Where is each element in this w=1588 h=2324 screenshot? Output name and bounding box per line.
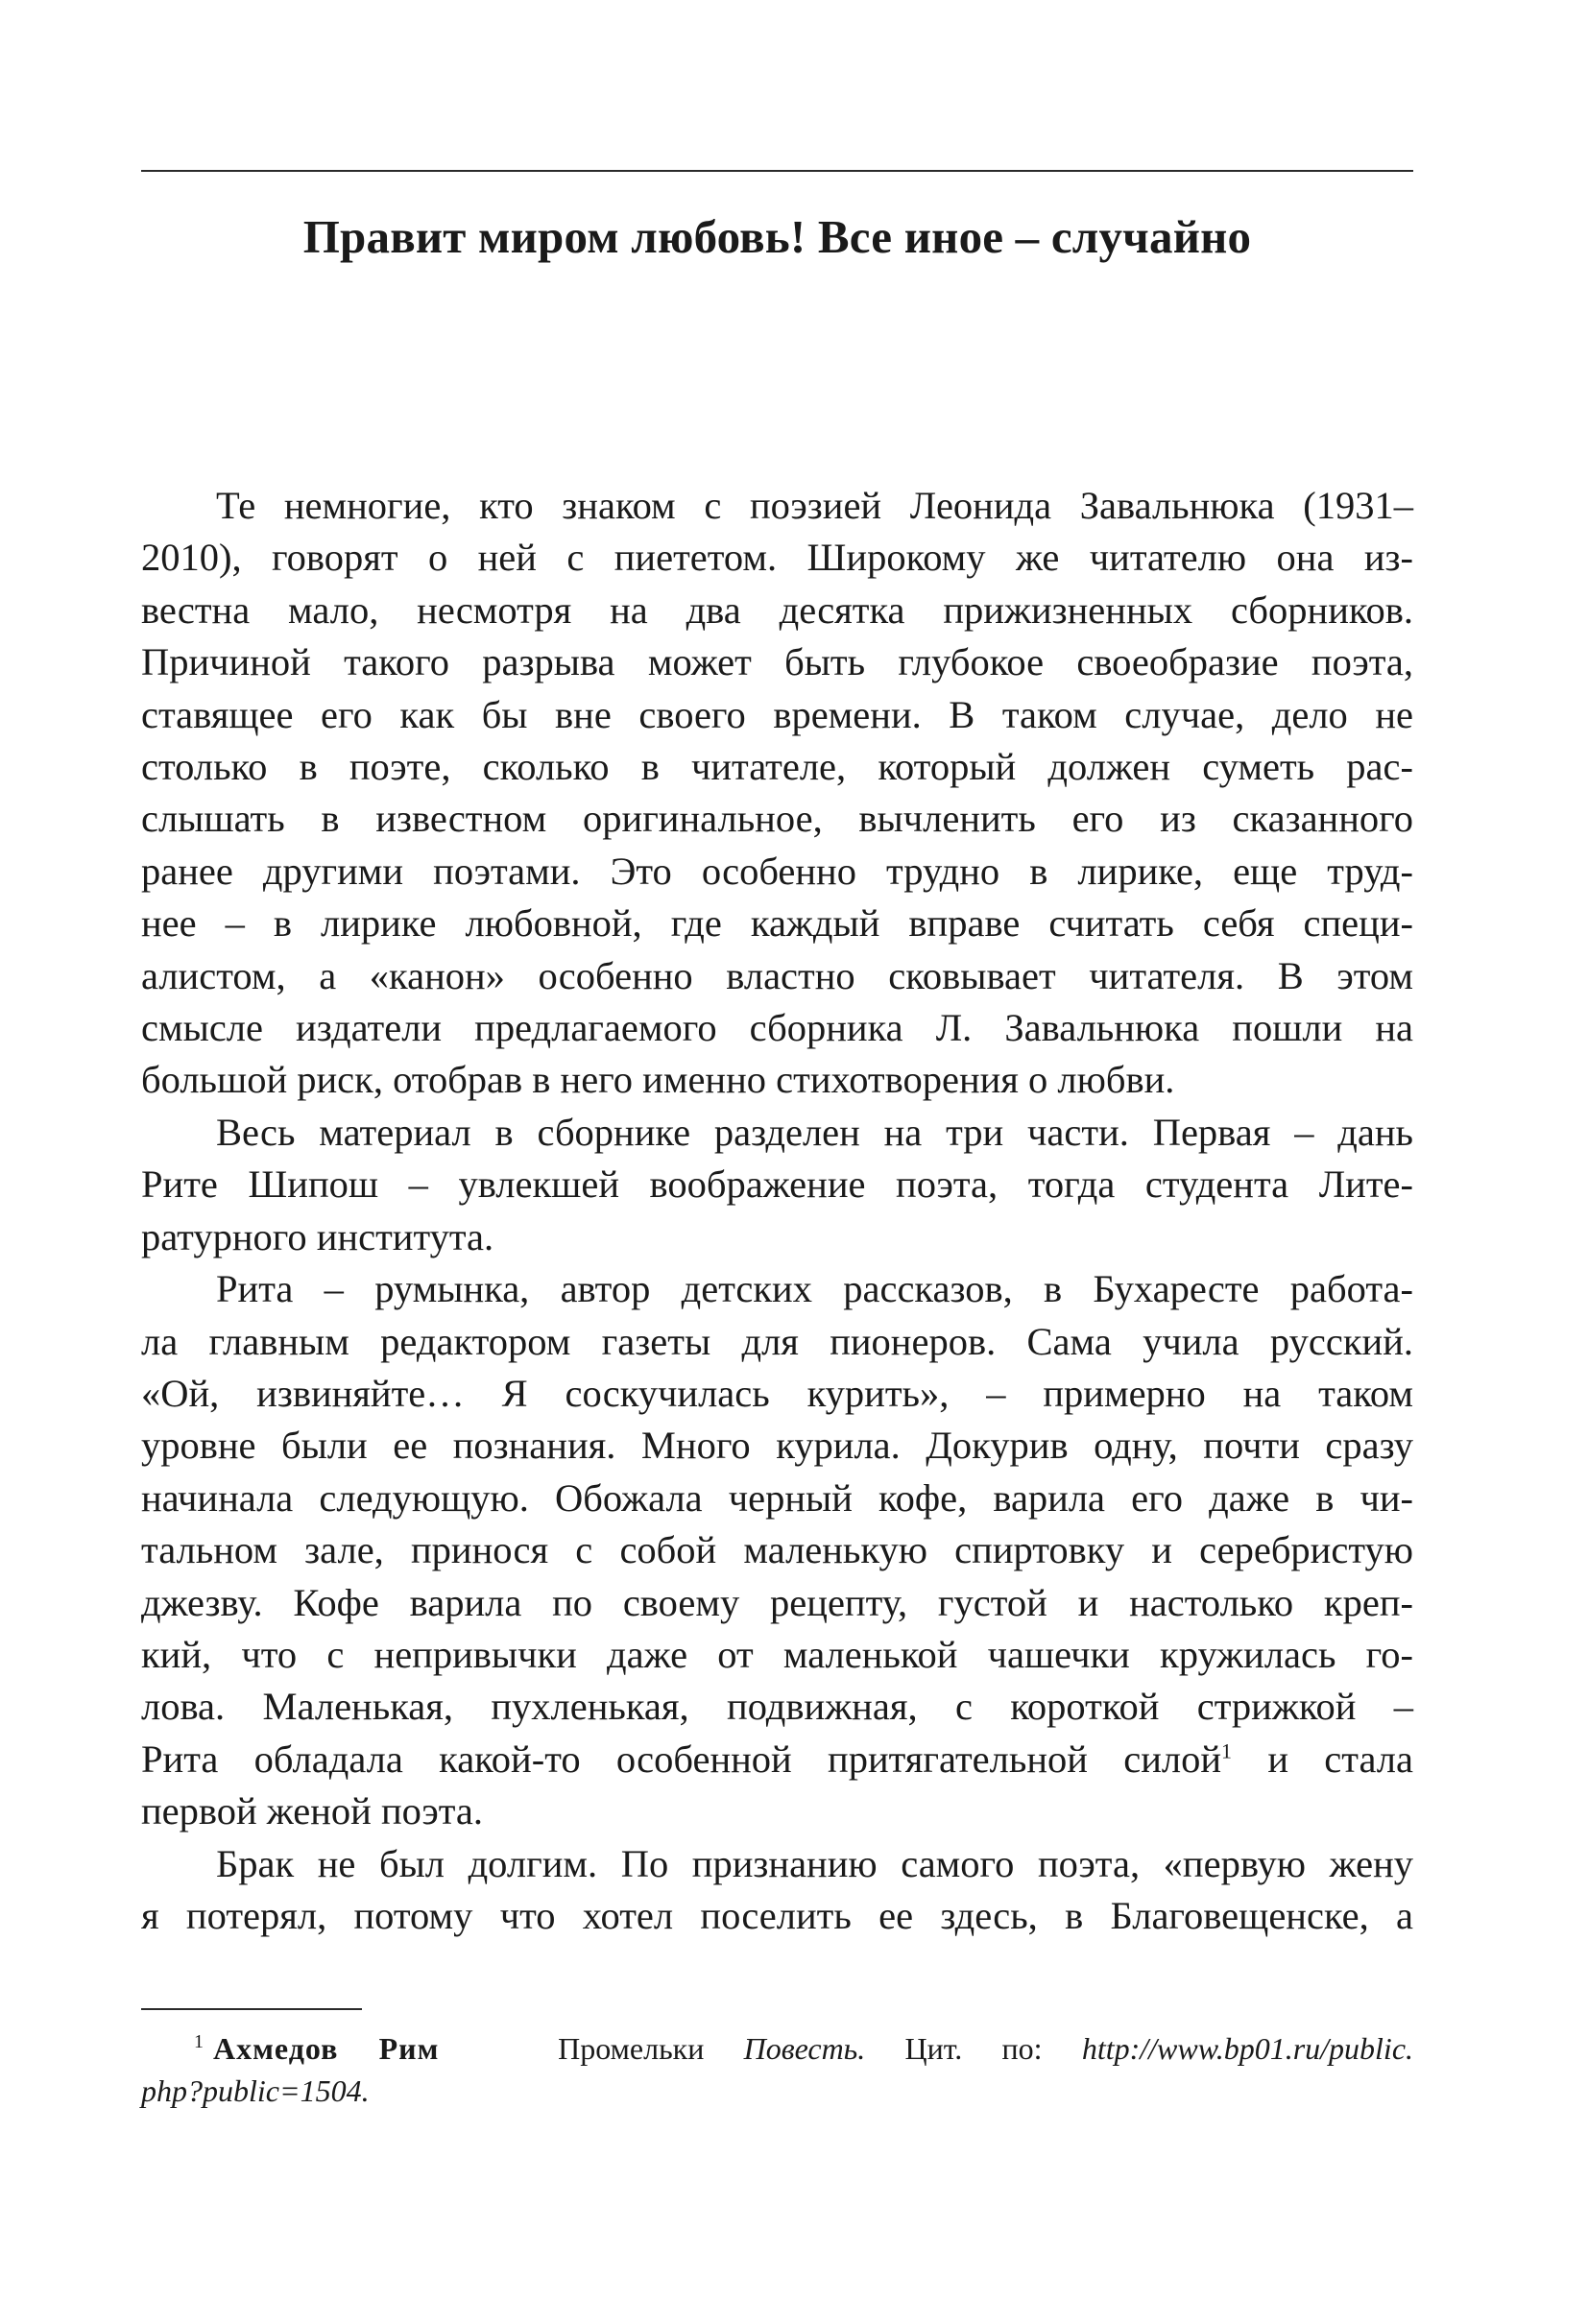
text-fragment: и стала [1232,1737,1413,1781]
text-line: джезву. Кофе варила по своему рецепту, густой и настолько креп- [141,1580,1413,1624]
text-line: ранее другими поэтами. Это особенно трудно в лирике, еще труд- [141,849,1413,893]
footnote-reference[interactable]: 1 [1221,1738,1233,1763]
text-line-with-footnote-ref [141,1734,1413,1785]
text-line: кий, что с непривычки даже от маленькой чашечки кружилась го- [141,1632,1413,1676]
text-line: я потерял, потому что хотел поселить ее здесь, в Благовещенске, а [141,1893,1413,1937]
text-line: Причиной такого разрыва может быть глубокое своеобразие поэта, [141,640,1413,684]
footnote-number: 1 [194,2031,204,2053]
text-line: лова. Маленькая, пухленькая, подвижная, с короткой стрижкой – [141,1685,1413,1729]
text-line: «Ой, извиняйте… Я соскучилась курить», – примерно на таком [141,1371,1413,1415]
body-text [141,480,1413,1942]
text-line: смысле издатели предлагаемого сборника Л. Завальнюка пошли на [141,1006,1413,1050]
footnote-cite-prefix: Цит. по: [904,2031,1043,2066]
text-line: Брак не был долгим. По признанию самого поэта, «первую жену [216,1841,1413,1885]
text-line: алистом, а «канон» особенно властно сковывает читателя. В этом [141,953,1413,997]
footnote-separator [141,2008,362,2010]
paragraph-4 [141,1838,1413,1943]
paragraph-3 [141,1263,1413,1837]
footnote-url-continued[interactable]: php?public=1504. [141,2073,370,2108]
text-fragment: Рита обладала какой-то особенной притягательной силой [141,1737,1222,1781]
text-line: большой риск, отобрав в него именно стихотворения о любви. [141,1058,1175,1102]
text-line: первой женой поэта. [141,1789,484,1833]
chapter-title: Правит миром любовь! Все иное – случайно [302,210,1252,263]
text-line: ставящее его как бы вне своего времени. В таком случае, дело не [141,692,1413,736]
paragraph-1 [141,480,1413,1107]
text-line: ла главным редактором газеты для пионеров. Сама учила русский. [141,1319,1413,1363]
footnote-line [141,2070,1413,2112]
text-line: Те немногие, кто знаком с поэзией Леонида Завальнюка (1931– [216,484,1413,527]
text-line: Рите Шипош – увлекшей воображение поэта, тогда студента Лите- [141,1162,1413,1207]
text-line: 2010), говорят о ней с пиететом. Широкому же читателю она из- [141,536,1413,580]
text-line: ратурного института. [141,1214,494,1258]
header-rule [141,170,1413,172]
text-line: слышать в известном оригинальное, вычленить его из сказанного [141,797,1413,841]
text-line: тальном зале, принося с собой маленькую спиртовку и серебристую [141,1528,1413,1572]
text-line: Рита – румынка, автор детских рассказов, в Бухаресте работа- [216,1267,1413,1311]
text-line: нее – в лирике любовной, где каждый вправе считать себя специ- [141,901,1413,946]
footnote-genre: Повесть. [743,2031,866,2066]
text-line: вестна мало, несмотря на два десятка прижизненных сборников. [141,587,1413,632]
footnote-url[interactable]: http://www.bp01.ru/public. [1081,2031,1414,2066]
text-line: Весь материал в сборнике разделен на три части. Первая – дань [216,1110,1413,1154]
footnote-line [141,2027,1413,2070]
paragraph-2 [141,1107,1413,1263]
text-line: уровне были ее познания. Много курила. Докурив одну, почти сразу [141,1424,1413,1468]
footnote-author: Ахмедов Рим [213,2031,440,2066]
text-line: начинала следующую. Обожала черный кофе, варила его даже в чи- [141,1475,1413,1520]
text-line: столько в поэте, сколько в читателе, который должен суметь рас- [141,745,1413,789]
footnote-title: Промельки [558,2031,705,2066]
footnote [141,2027,1413,2112]
